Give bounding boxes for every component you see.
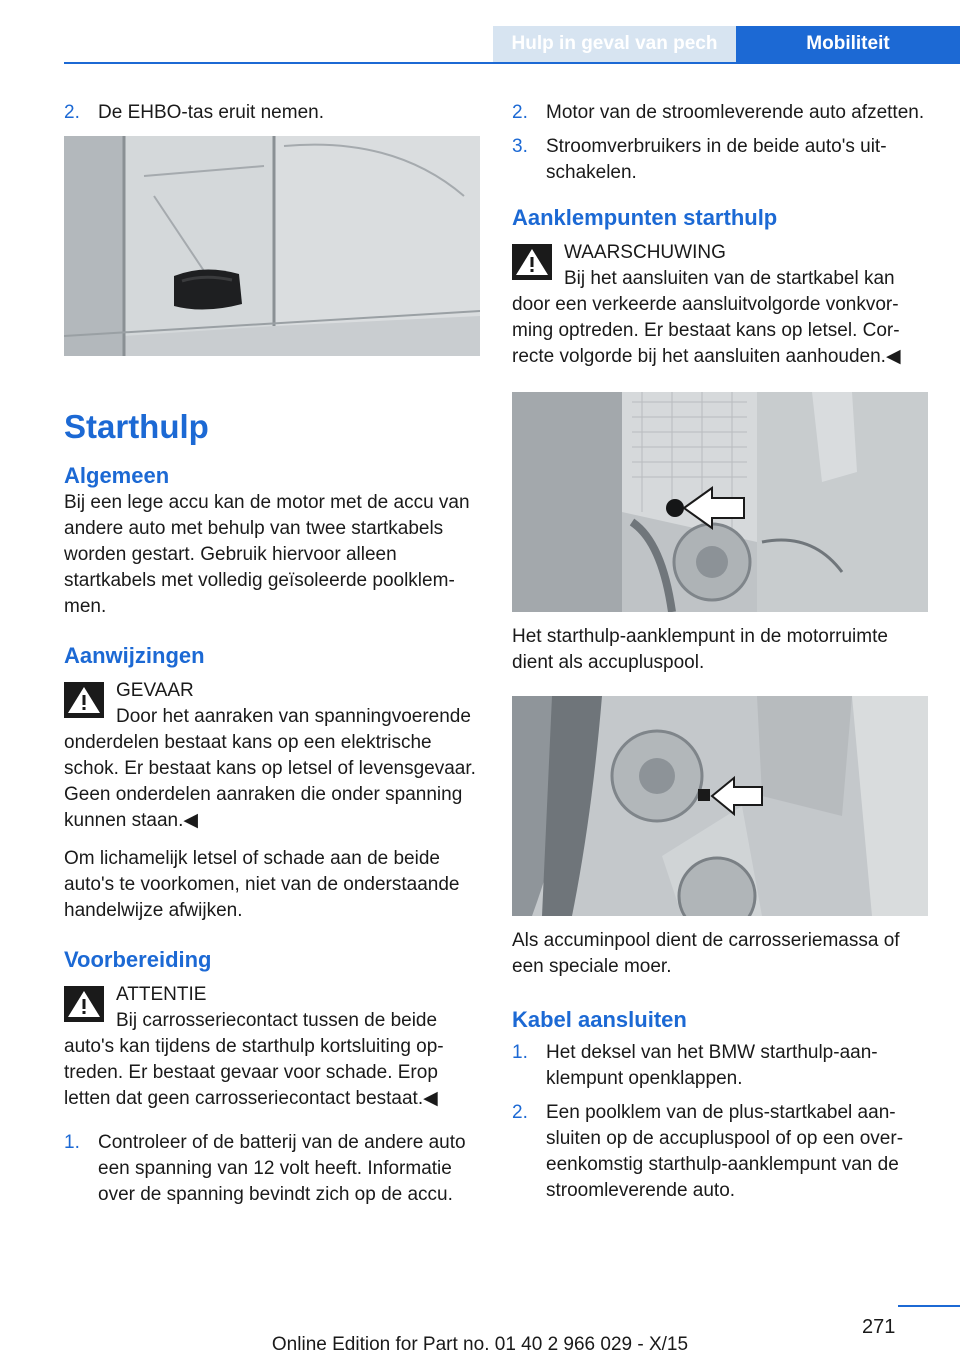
figure-caption: Het starthulp-aanklempunt in de motorruimte dient als accupluspool. xyxy=(512,626,888,673)
list-item xyxy=(64,100,480,126)
first-aid-compartment-image xyxy=(64,136,480,356)
warning-label: GEVAAR xyxy=(116,680,194,701)
footer-edition: Online Edition for Part no. 01 40 2 966 029 - X/15 xyxy=(271,1334,689,1355)
warning-label: WAARSCHUWING xyxy=(564,242,726,263)
heading-voorbereiding: Voorbereiding xyxy=(64,947,212,972)
left-column xyxy=(64,100,480,1216)
step-number: 1. xyxy=(512,1042,528,1063)
list-item xyxy=(512,1040,928,1092)
heading-algemeen: Algemeen xyxy=(64,463,170,488)
warning-triangle-icon xyxy=(512,244,552,280)
right-column xyxy=(512,100,928,1212)
step-number: 2. xyxy=(512,1102,528,1123)
step-number: 3. xyxy=(512,136,528,157)
heading-aanklempunten: Aanklempunten starthulp xyxy=(512,205,778,230)
step-number: 2. xyxy=(512,102,528,123)
warning-triangle-icon xyxy=(64,682,104,718)
step-number: 2. xyxy=(64,102,80,123)
warning-text: Door het aanraken van spanningvoerende onderdelen bestaat kans op een elektrische schok. Er bestaat kans op letsel of levensgevaar. Geen onderdelen aanraken die onder spanning kunnen staan.◀ xyxy=(64,706,476,831)
engine-bay-ground-point-image xyxy=(512,696,928,916)
attention-notice xyxy=(64,982,480,1112)
engine-bay-plus-terminal-image xyxy=(512,392,928,612)
page-header xyxy=(0,0,960,62)
warning-text: Bij het aansluiten van de startkabel kan door een verkeerde aansluitvolgorde vonkvorming optreden. Er bestaat kans op letsel. Correcte volgorde bij het aansluiten aanhouden.◀ xyxy=(512,268,901,367)
list-item xyxy=(64,1130,480,1208)
step-number: 1. xyxy=(64,1132,80,1153)
heading-aanwijzingen: Aanwijzingen xyxy=(64,643,205,668)
warning-triangle-icon xyxy=(64,986,104,1022)
header-section-title: Hulp in geval van pech xyxy=(493,26,736,62)
list-item xyxy=(512,134,928,186)
algemeen-text: Bij een lege accu kan de motor met de accu van andere auto met behulp van twee startkabels worden gestart. Gebruik hiervoor alleen startkabels met volledig geïsoleerde poolklemmen. xyxy=(64,492,470,617)
aanwijzingen-text: Om lichamelijk letsel of schade aan de beide auto's te voorkomen, niet van de onderstaande handelwijze afwijken. xyxy=(64,848,460,921)
footer-rule xyxy=(898,1305,960,1307)
section-title: Starthulp xyxy=(64,408,209,445)
warning-text: Bij carrosseriecontact tussen de beide auto's kan tijdens de starthulp kortsluiting optreden. Er bestaat gevaar voor schade. Erop letten dat geen carrosseriecontact bestaat.◀ xyxy=(64,1010,444,1109)
step-text: Het deksel van het BMW starthulp-aanklempunt openklappen. xyxy=(546,1042,878,1089)
list-item xyxy=(512,100,928,126)
warning-notice xyxy=(512,240,928,370)
step-text: Stroomverbruikers in de beide auto's uitschakelen. xyxy=(546,136,887,183)
step-text: Motor van de stroomleverende auto afzetten. xyxy=(546,102,925,123)
figure-caption: Als accuminpool dient de carrosseriemassa of een speciale moer. xyxy=(512,930,900,977)
step-text: Controleer of de batterij van de andere auto een spanning van 12 volt heeft. Informatie over de spanning bevindt zich op de accu. xyxy=(98,1132,466,1205)
header-chapter-title: Mobiliteit xyxy=(736,26,960,62)
warning-label: ATTENTIE xyxy=(116,984,207,1005)
header-rule xyxy=(64,62,960,64)
step-text: Een poolklem van de plus-startkabel aansluiten op de accupluspool of op een overeenkomstig starthulp-aanklempunt van de stroomleverende auto. xyxy=(546,1102,904,1201)
page-number: 271 xyxy=(862,1316,896,1338)
danger-notice xyxy=(64,678,480,834)
step-text: De EHBO-tas eruit nemen. xyxy=(98,102,324,123)
heading-kabel-aansluiten: Kabel aansluiten xyxy=(512,1007,687,1032)
list-item xyxy=(512,1100,928,1204)
